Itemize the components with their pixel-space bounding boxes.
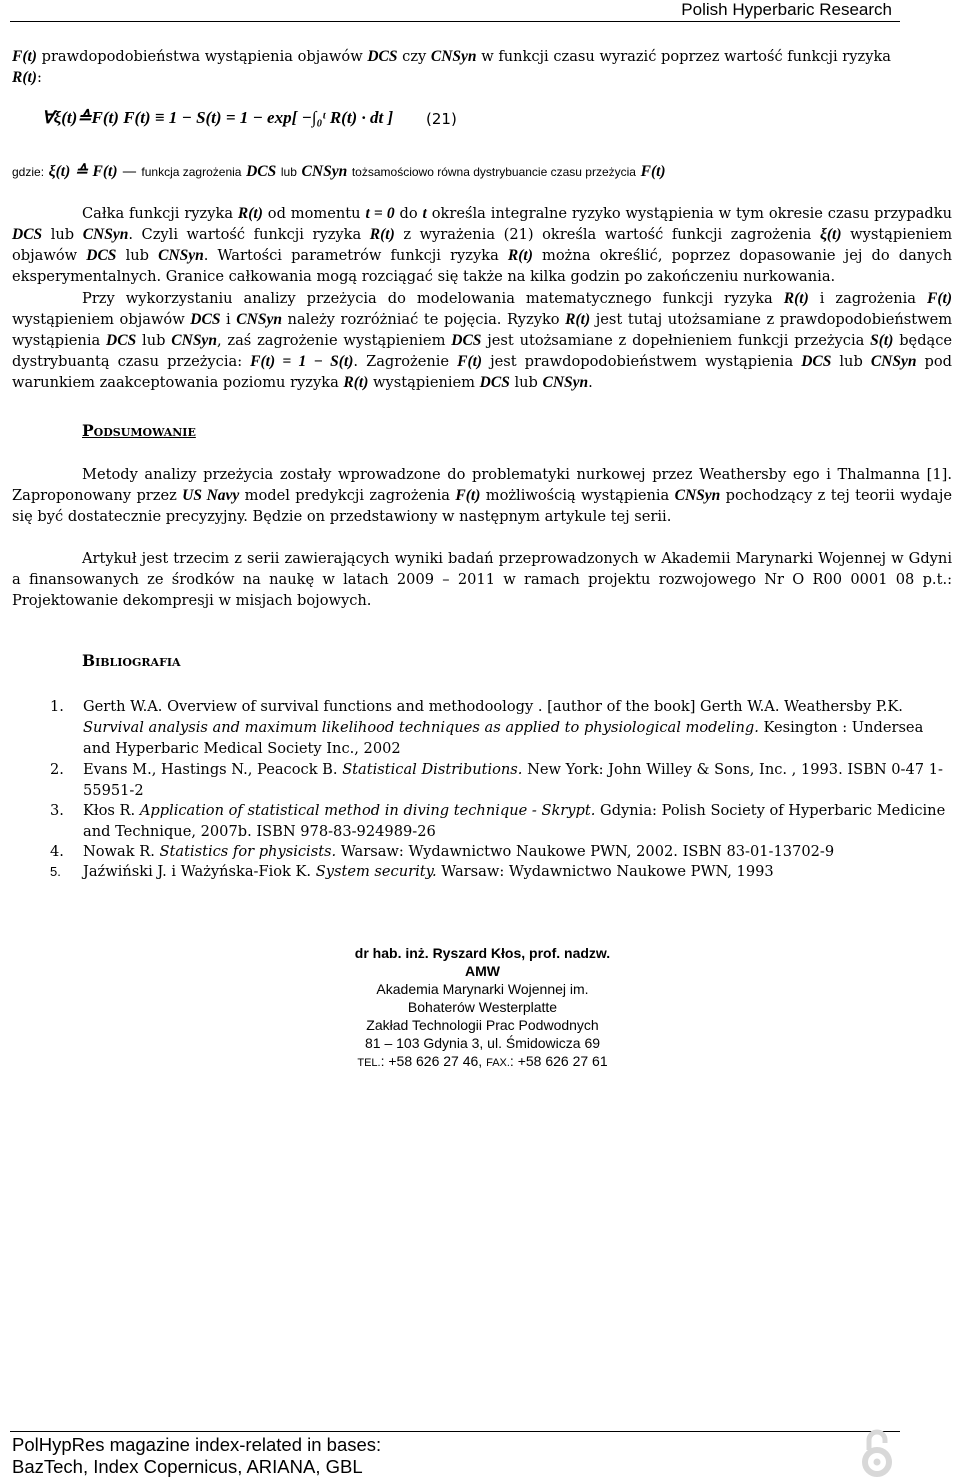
- equation-number: (21): [426, 110, 457, 128]
- author-contact: TEL.: +58 626 27 46, FAX.: +58 626 27 61: [357, 1053, 608, 1069]
- open-access-icon: [855, 1428, 900, 1478]
- intro-paragraph: F(t) prawdopodobieństwa wystąpienia objawów DCS czy CNSyn w funkcji czasu wyrazić poprzez wartość funkcji ryzyka R(t):: [12, 48, 892, 86]
- math-F: F(t): [12, 48, 37, 65]
- bibliography-item: 4. Nowak R. Statistics for physicists. Warsaw: Wydawnictwo Naukowe PWN, 2002. ISBN 83-01-13702-9: [50, 843, 835, 860]
- bibliography-heading: Bibliografia: [82, 651, 181, 670]
- summary-paragraph: Metody analizy przeżycia zostały wprowadzone do problematyki nurkowej przez Weathersby ego i Thalmanna [1]. Zaproponowany przez US Navy model predykcji zagrożenia F(t) możliwością wystąpienia CNSyn pochodzący z tej teorii wydaje się być dostatecznie precyzyjny. Będzie on przedstawiony w następnym artykule tej serii.: [12, 466, 953, 525]
- equation-21: ∀ξ(t)≙F(t) F(t) ≡ 1 − S(t) = 1 − exp[ −∫₀ᵗ R(t) · dt ]: [42, 108, 394, 127]
- author-block: dr hab. inż. Ryszard Kłos, prof. nadzw. AMW Akademia Marynarki Wojennej im. Bohaterów Westerplatte Zakład Technologii Prac Podwodnych 81 – 103 Gdynia 3, ul. Śmidowicza 69 TEL.: +58 626 27 46, FAX.: +58 626 27 61: [300, 944, 665, 1072]
- author-org: AMW: [465, 963, 500, 979]
- bibliography-item: 1. Gerth W.A. Overview of survival functions and methodoology . [author of the book] Gerth W.A. Weathersby P.K. Survival analysis and maximum likelihood techniques as applied to physiological modeling. Kesington : Undersea and Hyperbaric Medical Society Inc., 2002: [50, 698, 924, 757]
- bibliography-item: 2. Evans M., Hastings N., Peacock B. Statistical Distributions. New York: John Willey & Sons, Inc. , 1993. ISBN 0-47 1-55951-2: [50, 761, 943, 799]
- bibliography-item: 5. Jaźwiński J. i Ważyńska-Fiok K. System security. Warsaw: Wydawnictwo Naukowe PWN, 1993: [50, 863, 774, 880]
- integral-paragraph: Całka funkcji ryzyka R(t) od momentu t = 0 do t określa integralne ryzyko wystąpienia w tym okresie czasu przypadku DCS lub CNSyn. Czyli wartość funkcji ryzyka R(t) z wyrażenia (21) określa wartość funkcji zagrożenia ξ(t) wystąpieniem objawów DCS lub CNSyn. Wartości parametrów funkcji ryzyka R(t) można określić, poprzez dopasowanie jej do danych eksperymentalnych. Granice całkowania mogą rozciągać się także na kilka godzin po zakończeniu nurkowania.: [12, 205, 953, 285]
- summary-heading: Podsumowanie: [82, 421, 196, 440]
- author-name: dr hab. inż. Ryszard Kłos, prof. nadzw.: [354, 945, 611, 961]
- footer: PolHypRes magazine index-related in bases: BazTech, Index Copernicus, ARIANA, GBL: [12, 1434, 382, 1477]
- header-rule: [10, 21, 900, 22]
- footer-rule: [10, 1431, 900, 1432]
- where-line: gdzie: ξ(t) ≙ F(t) — funkcja zagrożenia DCS lub CNSyn tożsamościowo równa dystrybuancie czasu przeżycia F(t): [12, 163, 666, 180]
- bibliography-item: 3. Kłos R. Application of statistical method in diving technique - Skrypt. Gdynia: Polish Society of Hyperbaric Medicine and Technique, 2007b. ISBN 978-83-924989-26: [50, 802, 946, 840]
- running-header: Polish Hyperbaric Research: [681, 0, 892, 19]
- article-note-paragraph: Artykuł jest trzecim z serii zawierających wyniki badań przeprowadzonych w Akademii Marynarki Wojennej w Gdyni a finansowanych ze środków na naukę w latach 2009 – 2011 w ramach projektu rozwojowego Nr O R00 0001 08 p.t.: Projektowanie dekompresji w misjach bojowych.: [12, 550, 952, 609]
- risk-paragraph: Przy wykorzystaniu analizy przeżycia do modelowania matematycznego funkcji ryzyka R(t) i zagrożenia F(t) wystąpieniem objawów DCS i CNSyn należy rozróżniać te pojęcia. Ryzyko R(t) jest tutaj utożsamiane z prawdopodobieństwem wystąpienia DCS lub CNSyn, zaś zagrożenie wystąpieniem DCS jest utożsamiane z dopełnieniem funkcji przeżycia S(t) będące dystrybuantą czasu przeżycia: F(t) = 1 − S(t). Zagrożenie F(t) jest prawdopodobieństwem wystąpienia DCS lub CNSyn pod warunkiem zaakceptowania poziomu ryzyka R(t) wystąpieniem DCS lub CNSyn.: [12, 290, 953, 391]
